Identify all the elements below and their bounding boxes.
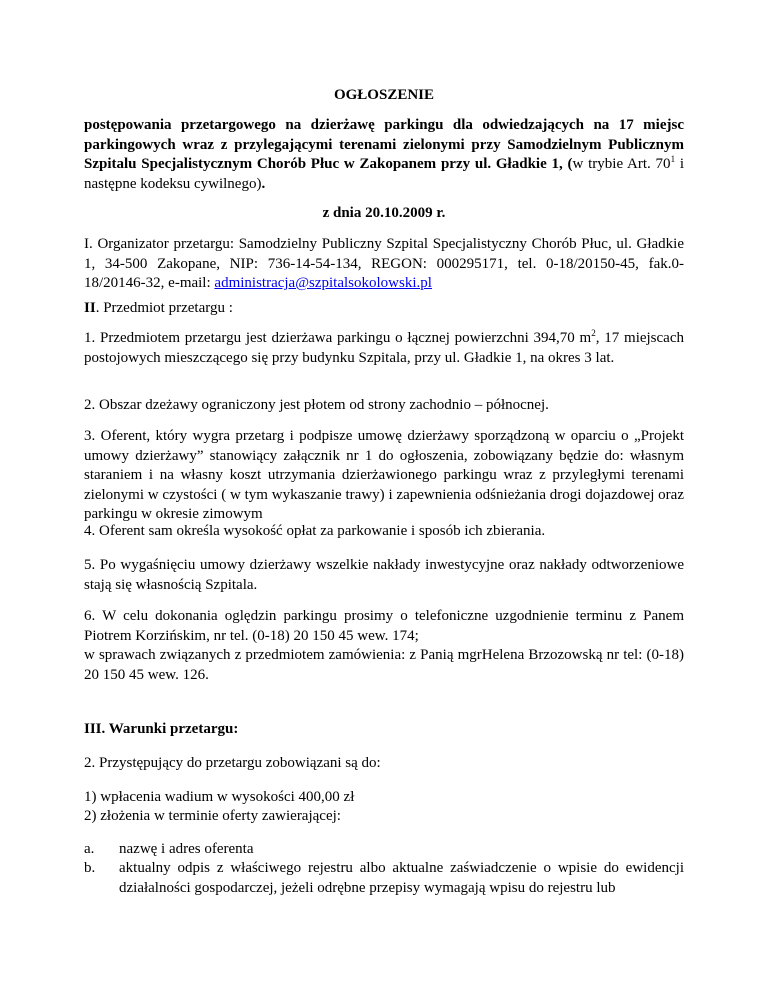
list-item-label: b. bbox=[84, 860, 96, 876]
paragraph-3: 3. Oferent, który wygra przetarg i podpisze umowę dzierżawy sporządzoną w oparciu o „Projekt umowy dzierżawy” stanowiący załącznik nr 1 do ogłoszenia, zobowiązany będzie do: własnym staraniem i na własny koszt utrzymania dzierżawionego parkingu wraz z przyległymi terenami zielonymi w czystości ( w tym wykaszanie trawy) i zapewnienia odśnieżania drogi dojazdowej oraz parkingu w okresie zimowym bbox=[84, 428, 684, 522]
paragraph-1-text-a: 1. Przedmiotem przetargu jest dzierżawa parkingu o łącznej powierzchni 394,70 m bbox=[84, 330, 592, 346]
section-3-item-2: 2) złożenia w terminie oferty zawierającej: bbox=[84, 808, 341, 824]
organizer-text: I. Organizator przetargu: Samodzielny Publiczny Szpital Specjalistyczny Chorób Płuc, ul. Gładkie 1, 34-500 Zakopane, NIP: 736-14-54-134, REGON: 000295171, tel. 0-18/20150-45, fak.0-18/20146-32, e-mail: bbox=[84, 236, 684, 291]
intro-paren: ( bbox=[567, 156, 573, 172]
intro-paragraph bbox=[84, 116, 684, 194]
paragraph-6-line-2: w sprawach związanych z przedmiotem zamówienia: z Panią mgrHelena Brzozowską nr tel: (0-18) 20 150 45 wew. 126. bbox=[84, 647, 684, 683]
list-item-label: a. bbox=[84, 841, 95, 857]
paragraph-6-line-1: 6. W celu dokonania oględzin parkingu prosimy o telefoniczne uzgodnienie terminu z Panem Piotrem Korzińskim, nr tel. (0-18) 20 150 45 wew. 174; bbox=[84, 608, 684, 644]
list-item-text: aktualny odpis z właściwego rejestru albo aktualne zaświadczenie o wpisie do ewidencji działalności gospodarczej, jeżeli odrębne przepisy wymagają wpisu do rejestru lub bbox=[119, 860, 684, 896]
paragraph-2: 2. Obszar dzeżawy ograniczony jest płotem od strony zachodnio – północnej. bbox=[84, 397, 549, 413]
section-3-paragraph-2: 2. Przystępujący do przetargu zobowiązani są do: bbox=[84, 755, 381, 771]
section-3-heading: III. Warunki przetargu: bbox=[84, 721, 239, 737]
list-item-text: nazwę i adres oferenta bbox=[119, 841, 254, 857]
paragraph-1 bbox=[84, 329, 684, 368]
paragraph-5: 5. Po wygaśnięciu umowy dzierżawy wszelkie nakłady inwestycyjne oraz nakłady odtworzeniowe stają się własnością Szpitala. bbox=[84, 557, 684, 593]
paragraph-1-text-b: , 17 miejscach postojowych mieszczącego się przy budynku Szpitala, przy ul. Gładkie 1, na okres 3 lat. bbox=[84, 330, 684, 366]
document-title: OGŁOSZENIE bbox=[333, 87, 435, 103]
section-1-organizer bbox=[84, 235, 684, 294]
email-link[interactable]: administracja@szpitalsokolowski.pl bbox=[214, 275, 432, 291]
paragraph-4: 4. Oferent sam określa wysokość opłat za parkowanie i sposób ich zbierania. bbox=[84, 523, 546, 539]
section-2-roman: II bbox=[84, 300, 96, 316]
section-2-heading bbox=[84, 299, 684, 319]
paragraph-6 bbox=[84, 607, 684, 685]
intro-bold-text: postępowania przetargowego na dzierżawę parkingu dla odwiedzających na 17 miejsc parkingowych wraz z przylegającymi terenami zielonymi przy Samodzielnym Publicznym Szpitalu Specjalistycznym Chorób Płuc w Zakopanem przy ul. Gładkie 1, bbox=[84, 117, 684, 172]
section-2-heading-text: . Przedmiot przetargu : bbox=[95, 300, 233, 316]
paragraph-1-sup: 2 bbox=[591, 328, 596, 338]
section-3-item-1: 1) wpłacenia wadium w wysokości 400,00 zł bbox=[84, 789, 355, 805]
intro-sup: 1 bbox=[670, 154, 676, 164]
intro-legal-ref-end: i następne kodeksu cywilnego) bbox=[84, 156, 684, 192]
document-date: z dnia 20.10.2009 r. bbox=[322, 205, 446, 221]
intro-legal-ref: w trybie Art. 70 bbox=[572, 156, 671, 172]
intro-end: . bbox=[261, 175, 266, 192]
